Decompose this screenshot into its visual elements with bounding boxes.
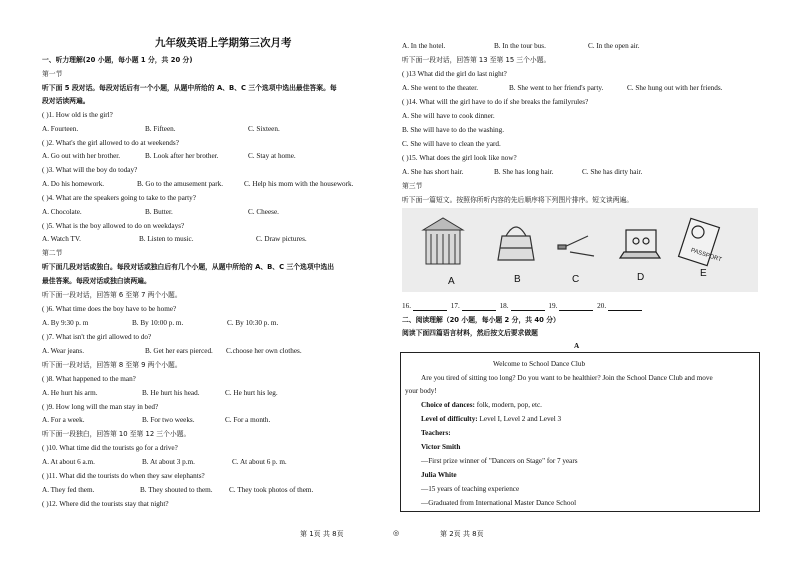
option-c[interactable]: C. At about 6 p. m. [232, 458, 287, 466]
option-a[interactable]: A. Wear jeans. [42, 347, 84, 355]
blank-20[interactable] [608, 302, 642, 311]
question-14: ( )14. What will the girl have to do if she breaks the familyrules? [402, 98, 589, 106]
blank-20-label: 20. [597, 302, 607, 310]
question-14-option-b[interactable]: B. She will have to do the washing. [402, 126, 505, 134]
part3-label: 第三节 [402, 182, 423, 190]
blank-17[interactable] [462, 302, 496, 311]
choice-of-dances [421, 400, 542, 410]
option-a[interactable]: A. Do his homework. [42, 180, 105, 188]
option-a[interactable]: A. She went to the theater. [402, 84, 479, 92]
blank-18[interactable] [511, 302, 545, 311]
question-13: ( )13 What did the girl do last night? [402, 70, 507, 78]
option-b[interactable]: B. Listen to music. [139, 235, 194, 243]
teacher-2-detail-2: —Graduated from International Master Dance School [421, 499, 577, 507]
part2-instruction: 听下面几段对话或独白。每段对话或独白后有几个小题，从题中所给的 A、B、C 三个选项中选出 [42, 263, 335, 271]
option-a[interactable]: A. She has short hair. [402, 168, 464, 176]
part1-label: 第一节 [42, 70, 63, 78]
option-c[interactable]: C. Stay at home. [248, 152, 296, 160]
option-b[interactable]: B. Get her ears pierced. [145, 347, 213, 355]
teacher-1-name: Victor Smith [421, 443, 461, 451]
footer-page-right: 第 2页 共 8页 [440, 530, 484, 538]
monologue-10-12-instruction: 听下面一段独白，回答第 10 至第 12 三个小题。 [42, 430, 191, 438]
teacher-2-detail-1: —15 years of teaching experience [421, 485, 520, 493]
notice-title: Welcome to School Dance Club [493, 360, 586, 368]
option-c[interactable]: C. He hurt his leg. [225, 389, 278, 397]
option-b[interactable]: B. He hurt his head. [142, 389, 200, 397]
teachers-label: Teachers: [421, 429, 451, 437]
toothbrush-icon [558, 236, 594, 256]
option-a[interactable]: A. In the hotel. [402, 42, 446, 50]
building-icon [423, 218, 463, 264]
blank-18-label: 18. [499, 302, 509, 310]
level-of-difficulty [421, 414, 561, 424]
question-7: ( )7. What isn't the girl allowed to do? [42, 333, 152, 341]
teacher-2-name: Julia White [421, 471, 457, 479]
dialog-6-7-instruction: 听下面一段对话，回答第 6 至第 7 两个小题。 [42, 291, 182, 299]
question-2: ( )2. What's the girl allowed to do at weekends? [42, 139, 179, 147]
option-c[interactable]: C. Draw pictures. [256, 235, 307, 243]
option-b[interactable]: B. For two weeks. [142, 416, 195, 424]
blank-19[interactable] [559, 302, 593, 311]
picture-drawings [402, 208, 758, 292]
option-c[interactable]: C. They took photos of them. [229, 486, 314, 494]
question-10: ( )10. What time did the tourists go for a drive? [42, 444, 178, 452]
option-b[interactable]: B. In the tour bus. [494, 42, 546, 50]
notice-intro: Are you tired of sitting too long? Do you want to be healthier? Join the School Dance Club and move [421, 374, 713, 382]
question-14-option-c[interactable]: C. She will have to clean the yard. [402, 140, 501, 148]
option-c[interactable]: C. She hung out with her friends. [627, 84, 723, 92]
question-9: ( )9. How long will the man stay in bed? [42, 403, 159, 411]
part1-instruction: 听下面 5 段对话。每段对话后有一个小题，从题中所给的 A、B、C 三个选项中选出最佳答案。每 [42, 84, 337, 92]
question-1: ( )1. How old is the girl? [42, 111, 113, 119]
picture-strip [402, 208, 758, 292]
part3-instruction: 听下面一篇短文。按照你所听内容的先后顺序将下列图片排序。短文读两遍。 [402, 196, 634, 204]
option-b[interactable]: B. At about 3 p.m. [142, 458, 195, 466]
question-5: ( )5. What is the boy allowed to do on weekdays? [42, 222, 185, 230]
picture-label-b: B [514, 274, 521, 285]
option-b[interactable]: B. Go to the amusement park. [137, 180, 224, 188]
part2-instruction-cont: 最佳答案。每段对话或独白读两遍。 [42, 277, 151, 285]
option-c[interactable]: C. Cheese. [248, 208, 279, 216]
footer-page-left: 第 1页 共 8页 [300, 530, 344, 538]
picture-label-c: C [572, 274, 580, 285]
picture-label-a: A [448, 276, 455, 287]
question-11: ( )11. What did the tourists do when they saw elephants? [42, 472, 205, 480]
level-value: Level I, Level 2 and Level 3 [477, 415, 562, 423]
section2-heading: 二、阅读理解（20 小题，每小题 2 分，共 40 分） [402, 316, 560, 324]
option-b[interactable]: B. By 10:00 p. m. [132, 319, 184, 327]
option-a[interactable]: A. Watch TV. [42, 235, 81, 243]
option-c[interactable]: C.choose her own clothes. [226, 347, 302, 355]
dance-club-notice [400, 352, 760, 512]
picture-label-e: E [700, 268, 707, 279]
footer-binding-mark: ◎ [393, 529, 400, 537]
dialog-8-9-instruction: 听下面一段对话，回答第 8 至第 9 两个小题。 [42, 361, 182, 369]
question-8: ( )8. What happened to the man? [42, 375, 136, 383]
blank-16[interactable] [413, 302, 447, 311]
choice-value: folk, modern, pop, etc. [474, 401, 542, 409]
laptop-icon [620, 230, 660, 258]
option-a[interactable]: A. They fed them. [42, 486, 95, 494]
question-4: ( )4. What are the speakers going to take to the party? [42, 194, 196, 202]
option-b[interactable]: B. She went to her friend's party. [509, 84, 604, 92]
teacher-1-detail: —First prize winner of "Dancers on Stage" for 7 years [421, 457, 578, 465]
choice-label: Choice of dances: [421, 401, 475, 409]
dialog-13-15-instruction: 听下面一段对话，回答第 13 至第 15 三个小题。 [402, 56, 551, 64]
question-12: ( )12. Where did the tourists stay that night? [42, 500, 169, 508]
option-c[interactable]: C. In the open air. [588, 42, 640, 50]
option-a[interactable]: A. By 9:30 p. m [42, 319, 89, 327]
option-a[interactable]: A. Fourteen. [42, 125, 79, 133]
picture-label-d: D [637, 272, 645, 283]
question-3: ( )3. What will the boy do today? [42, 166, 138, 174]
option-c[interactable]: C. She has dirty hair. [582, 168, 643, 176]
option-c[interactable]: C. By 10:30 p. m. [227, 319, 279, 327]
option-b[interactable]: B. Butter. [145, 208, 173, 216]
option-a[interactable]: A. He hurt his arm. [42, 389, 98, 397]
blank-16-label: 16. [402, 302, 411, 310]
part2-label: 第二节 [42, 249, 63, 257]
question-15: ( )15. What does the girl look like now? [402, 154, 517, 162]
option-c[interactable]: C. Sixteen. [248, 125, 280, 133]
passport-label: PASSPORT [689, 247, 723, 264]
option-b[interactable]: B. She has long hair. [494, 168, 554, 176]
part1-instruction-cont: 段对话读两遍。 [42, 97, 90, 105]
exam-title: 九年级英语上学期第三次月考 [155, 38, 292, 49]
option-a[interactable]: A. Go out with her brother. [42, 152, 121, 160]
option-b[interactable]: B. Look after her brother. [145, 152, 219, 160]
question-6: ( )6. What time does the boy have to be home? [42, 305, 177, 313]
section1-heading: 一、听力理解(20 小题，每小题 1 分，共 20 分) [42, 56, 193, 64]
option-a[interactable]: A. Chocolate. [42, 208, 82, 216]
option-b[interactable]: B. Fifteen. [145, 125, 176, 133]
option-c[interactable]: C. For a month. [225, 416, 271, 424]
notice-intro-cont: your body! [405, 387, 437, 395]
option-c[interactable]: C. Help his mom with the housework. [244, 180, 354, 188]
option-a[interactable]: A. At about 6 a.m. [42, 458, 95, 466]
section2-instruction: 阅读下面四篇语言材料，然后按文后要求做题 [402, 329, 538, 337]
passage-label: A [574, 342, 580, 350]
answer-blanks [402, 301, 644, 311]
option-b[interactable]: B. They shouted to them. [140, 486, 213, 494]
bag-icon [498, 227, 534, 260]
option-a[interactable]: A. For a week. [42, 416, 85, 424]
level-label: Level of difficulty: [421, 415, 478, 423]
blank-19-label: 19. [548, 302, 558, 310]
blank-17-label: 17. [450, 302, 460, 310]
question-14-option-a[interactable]: A. She will have to cook dinner. [402, 112, 495, 120]
